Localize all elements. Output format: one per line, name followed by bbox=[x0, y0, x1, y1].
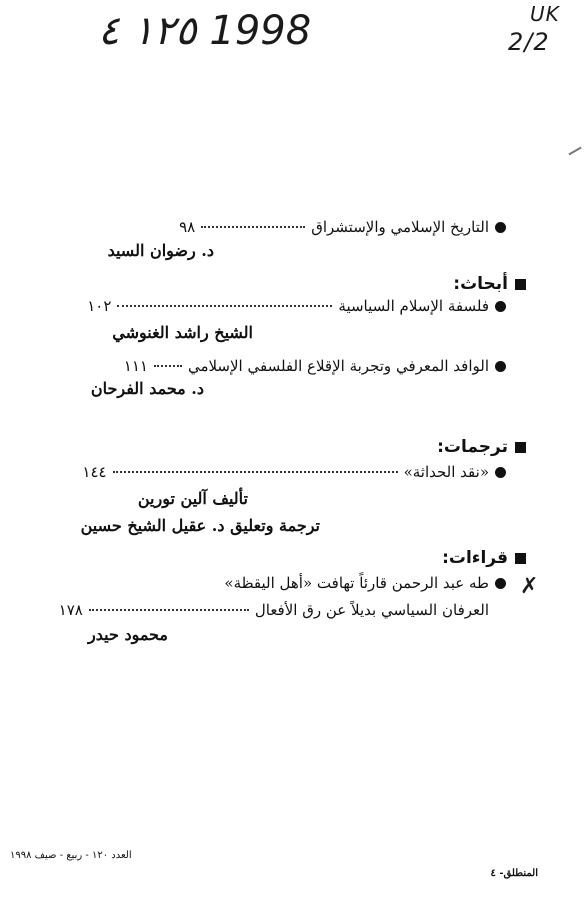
handwritten-cross-mark: ✗ bbox=[520, 574, 539, 599]
bullet-icon bbox=[495, 467, 506, 478]
bullet-icon bbox=[495, 301, 506, 312]
page-number: ١٤٤ bbox=[82, 463, 107, 481]
toc-entry-taha-abdelrahman bbox=[224, 573, 506, 593]
entry-translator: ترجمة وتعليق د. عقيل الشيخ حسين bbox=[80, 516, 320, 535]
entry-author: د. رضوان السيد bbox=[107, 241, 214, 260]
page-number: ١١١ bbox=[123, 357, 148, 375]
bullet-icon bbox=[495, 361, 506, 372]
page-number: ١٧٨ bbox=[58, 601, 83, 619]
dotted-leader bbox=[201, 226, 305, 228]
entry-title: «نقد الحداثة» bbox=[403, 463, 489, 481]
dotted-leader bbox=[113, 471, 398, 473]
handwritten-corner-code: UK bbox=[530, 2, 560, 26]
square-bullet-icon bbox=[515, 279, 526, 290]
entry-title-line2: العرفان السياسي بديلاً عن رق الأفعال bbox=[254, 601, 489, 619]
toc-entry-historiography bbox=[179, 217, 506, 237]
dotted-leader bbox=[117, 305, 332, 307]
entry-title: الوافد المعرفي وتجربة الإقلاع الفلسفي الإسلامي bbox=[187, 357, 489, 375]
entry-author: الشيخ راشد الغنوشي bbox=[112, 323, 253, 342]
toc-entry-cognitive-import bbox=[124, 356, 506, 376]
section-title: ترجمات: bbox=[437, 437, 508, 457]
entry-title-line1: طه عبد الرحمن قارئاً تهافت «أهل اليقظة» bbox=[224, 574, 489, 592]
issue-info: العدد ١٢٠ - ربيع - صيف ١٩٩٨ bbox=[10, 850, 132, 861]
entry-author: محمود حيدر bbox=[88, 625, 168, 644]
entry-title: فلسفة الإسلام السياسية bbox=[338, 297, 489, 315]
scratch-mark bbox=[568, 147, 581, 156]
handwritten-corner-fraction: 2/2 bbox=[508, 28, 550, 56]
journal-page-label: المنطلق- ٤ bbox=[490, 868, 538, 879]
toc-entry-political-philosophy bbox=[87, 296, 506, 316]
section-heading-readings bbox=[442, 548, 526, 568]
toc-entry-taha-line2 bbox=[59, 600, 489, 620]
toc-entry-critique-of-modernity bbox=[82, 462, 506, 482]
section-title: قراءات: bbox=[442, 548, 508, 568]
square-bullet-icon bbox=[515, 442, 526, 453]
entry-author: د. محمد الفرحان bbox=[90, 379, 204, 398]
entry-title: التاريخ الإسلامي والإستشراق bbox=[311, 218, 489, 236]
section-title: أبحاث: bbox=[453, 274, 508, 294]
entry-author: تأليف آلين تورين bbox=[137, 489, 248, 508]
page-number: ١٠٢ bbox=[87, 297, 112, 315]
bullet-icon bbox=[495, 222, 506, 233]
square-bullet-icon bbox=[515, 553, 526, 564]
bullet-icon bbox=[495, 578, 506, 589]
handwritten-issue-number: ١٢٥ ٤ 1998 bbox=[98, 8, 312, 54]
dotted-leader bbox=[89, 609, 249, 611]
section-heading-research bbox=[453, 274, 526, 294]
dotted-leader bbox=[154, 365, 182, 367]
page-number: ٩٨ bbox=[179, 218, 196, 236]
section-heading-translations bbox=[437, 437, 526, 457]
